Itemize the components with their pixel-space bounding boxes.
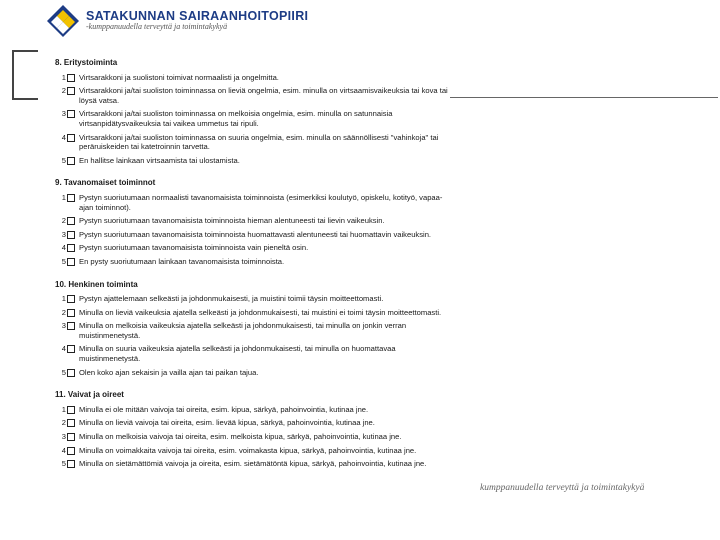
option-checkbox[interactable] (67, 194, 75, 202)
option-text: Minulla ei ole mitään vaivoja tai oireita, esim. kipua, särkyä, pahoinvointia, kutinaa jne. (79, 404, 369, 414)
option-text: Pystyn suoriutumaan normaalisti tavanomaisista toiminnoista (esimerkiksi koulutyö, opiskelu, kotityö, vapaa-ajan toiminnot). (79, 192, 443, 212)
option-item (55, 459, 450, 469)
option-number: 2 (61, 307, 66, 317)
option-item (55, 156, 450, 166)
section-title: 11. Vaivat ja oireet (55, 390, 124, 400)
option-text: Virtsarakkoni ja/tai suoliston toiminnassa on lieviä ongelmia, esim. minulla on virtsaamisvaikeuksia tai kova tai löysä vatsa. (79, 86, 448, 105)
slide-bracket-decoration (12, 50, 38, 100)
option-text: En hallitse lainkaan virtsaamista tai ulostamista. (79, 155, 240, 165)
option-text: Virtsarakkoni ja suolistoni toimivat normaalisti ja ongelmitta. (79, 72, 279, 82)
option-number: 4 (61, 445, 66, 455)
option-checkbox[interactable] (67, 295, 75, 303)
section-usual-activities (55, 178, 450, 266)
option-number: 2 (61, 86, 66, 96)
option-number: 5 (61, 459, 66, 469)
option-number: 4 (61, 132, 66, 142)
option-item (55, 321, 450, 340)
option-number: 1 (61, 72, 66, 82)
option-text: Minulla on lieviä vaikeuksia ajatella selkeästi ja johdonmukaisesti, tai muistini ei toimi täysin moitteettomasti. (79, 307, 442, 317)
option-item (55, 308, 450, 318)
option-number: 3 (61, 432, 66, 442)
option-number: 1 (61, 192, 66, 202)
option-text: Minulla on suuria vaikeuksia ajatella selkeästi ja johdonmukaisesti, tai minulla on huomattavaa muistinmenetystä. (79, 344, 396, 364)
option-item (55, 368, 450, 378)
option-checkbox[interactable] (67, 406, 75, 414)
option-checkbox[interactable] (67, 134, 75, 142)
section-elimination (55, 58, 450, 165)
option-text: Virtsarakkoni ja/tai suoliston toiminnassa on suuria ongelmia, esim. minulla on säännöllisesti "vahinkoja" tai peräruiskeiden tai katetroinnin tarvetta. (79, 132, 439, 152)
option-text: Olen koko ajan sekaisin ja vailla ajan tai paikan tajua. (79, 367, 259, 377)
option-text: Pystyn suoriutumaan tavanomaisista toiminnoista huomattavasti alentuneesti tai huomattavin vaikeuksin. (79, 229, 432, 239)
option-checkbox[interactable] (67, 369, 75, 377)
section-discomfort-symptoms (55, 390, 450, 469)
option-text: Virtsarakkoni ja/tai suoliston toiminnassa on melkoisia ongelmia, esim. minulla on satunnaisia virtsanpidätysvaikeuksia tai vaikea ummetus tai ripuli. (79, 109, 393, 128)
option-item (55, 73, 450, 83)
org-slogan: -kumppanuudella terveyttä ja toimintakykyä (86, 22, 228, 31)
option-checkbox[interactable] (67, 419, 75, 427)
option-number: 2 (61, 418, 66, 428)
option-checkbox[interactable] (67, 460, 75, 468)
option-item (55, 216, 450, 226)
option-text: En pysty suoriutumaan lainkaan tavanomaisista toiminnoista. (79, 256, 285, 266)
option-checkbox[interactable] (67, 87, 75, 95)
option-number: 3 (61, 229, 66, 239)
section-title: 8. Eritystoiminta (55, 58, 118, 67)
option-text: Minulla on melkoisia vaikeuksia ajatella selkeästi ja johdonmukaisesti, tai minulla on jonkin verran muistinmenetystä. (79, 321, 407, 340)
org-name: SATAKUNNAN SAIRAANHOITOPIIRI (86, 9, 309, 23)
option-text: Minulla on voimakkaita vaivoja tai oireita, esim. voimakasta kipua, särkyä, pahoinvointia, kutinaa jne. (79, 445, 417, 455)
option-checkbox[interactable] (67, 433, 75, 441)
option-number: 4 (61, 344, 66, 354)
option-item (55, 243, 450, 253)
option-checkbox[interactable] (67, 322, 75, 330)
option-text: Pystyn suoriutumaan tavanomaisista toiminnoista hieman alentuneesti tai lievin vaikeuksin. (79, 216, 385, 226)
hospital-district-logo (46, 4, 80, 38)
option-item (55, 86, 450, 105)
option-item (55, 257, 450, 267)
option-item (55, 109, 450, 128)
option-item (55, 432, 450, 442)
option-number: 5 (61, 367, 66, 377)
option-number: 3 (61, 321, 66, 331)
option-item (55, 193, 450, 212)
option-text: Pystyn ajattelemaan selkeästi ja johdonmukaisesti, ja muistini toimii täysin moitteettomasti. (79, 294, 384, 304)
option-number: 1 (61, 404, 66, 414)
option-item (55, 446, 450, 456)
section-title: 10. Henkinen toiminta (55, 279, 138, 289)
option-checkbox[interactable] (67, 345, 75, 353)
option-text: Pystyn suoriutumaan tavanomaisista toiminnoista vain pieneltä osin. (79, 243, 309, 253)
option-checkbox[interactable] (67, 231, 75, 239)
option-item (55, 230, 450, 240)
option-text: Minulla on sietämättömiä vaivoja ja oireita, esim. sietämätöntä kipua, särkyä, pahoinvointia, kutinaa jne. (79, 459, 427, 469)
option-number: 4 (61, 243, 66, 253)
option-text: Minulla on melkoisia vaivoja tai oireita, esim. melkoista kipua, särkyä, pahoinvointia, kutinaa jne. (79, 432, 402, 442)
option-item (55, 405, 450, 415)
option-checkbox[interactable] (67, 258, 75, 266)
option-number: 2 (61, 216, 66, 226)
option-number: 1 (61, 294, 66, 304)
option-text: Minulla on lieviä vaivoja tai oireita, esim. lievää kipua, särkyä, pahoinvointia, kutinaa jne. (79, 418, 375, 428)
option-item (55, 344, 450, 363)
footer-slogan: kumppanuudella terveyttä ja toimintakykyä (480, 483, 645, 493)
option-number: 5 (61, 155, 66, 165)
section-title: 9. Tavanomaiset toiminnot (55, 178, 156, 188)
option-checkbox[interactable] (67, 157, 75, 165)
divider-line (450, 97, 718, 98)
option-checkbox[interactable] (67, 217, 75, 225)
option-item (55, 133, 450, 152)
questionnaire (55, 58, 450, 482)
option-item (55, 294, 450, 304)
option-checkbox[interactable] (67, 244, 75, 252)
option-number: 3 (61, 109, 66, 119)
option-checkbox[interactable] (67, 447, 75, 455)
section-mental-function (55, 280, 450, 378)
option-item (55, 418, 450, 428)
option-checkbox[interactable] (67, 110, 75, 118)
option-number: 5 (61, 256, 66, 266)
option-checkbox[interactable] (67, 309, 75, 317)
option-checkbox[interactable] (67, 74, 75, 82)
